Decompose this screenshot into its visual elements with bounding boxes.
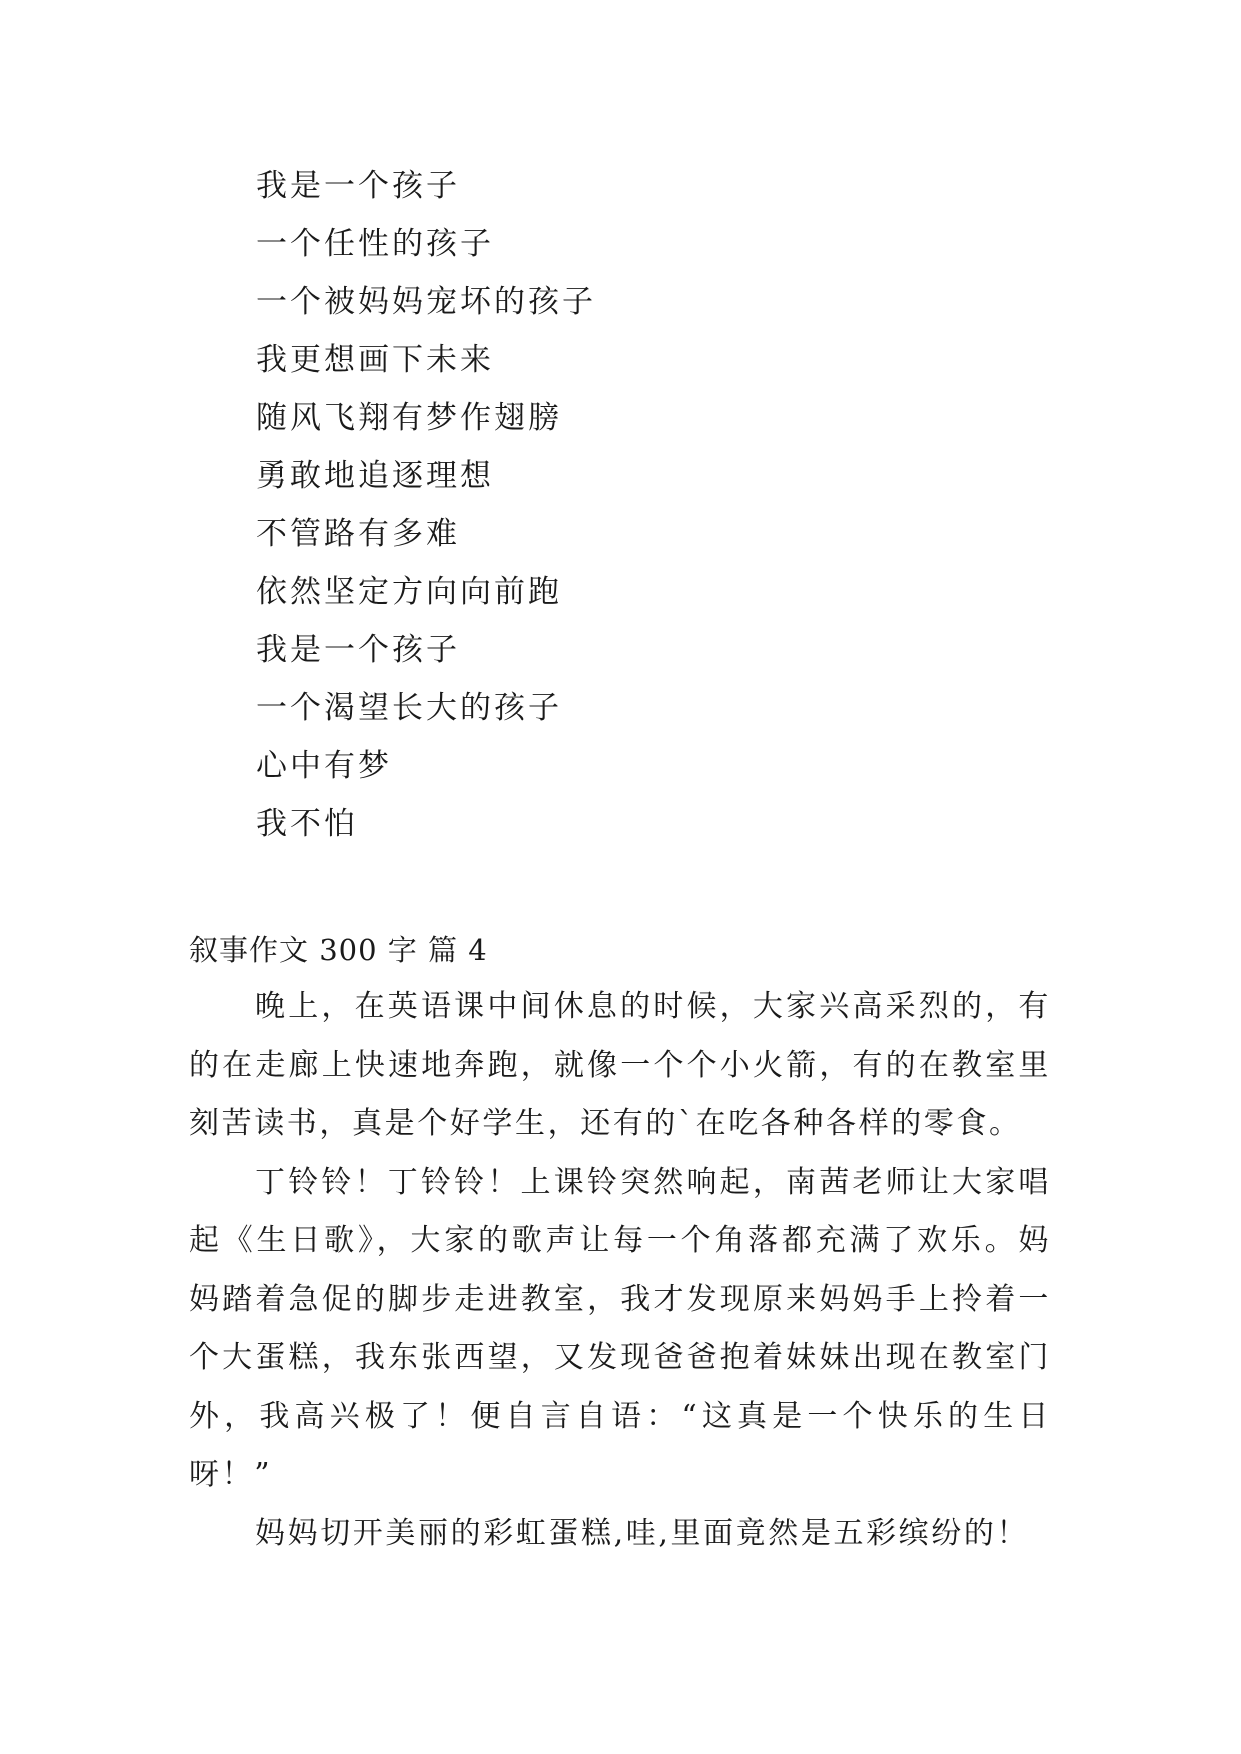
- poem-line: 勇敢地追逐理想: [256, 458, 494, 494]
- paragraph: 妈妈切开美丽的彩虹蛋糕,哇,里面竟然是五彩缤纷的！: [255, 1515, 1030, 1551]
- poem-line: 一个被妈妈宠坏的孩子: [256, 284, 596, 320]
- paragraph: 丁铃铃！丁铃铃！上课铃突然响起，南茜老师让大家唱起《生日歌》，大家的歌声让每一个角落都充满了欢乐。妈妈踏着急促的脚步走进教室，我才发现原来妈妈手上拎着一个大蛋糕，我东张西望，又发现爸爸抱着妹妹出现在教室门外，我高兴极了！便自言自语：“这真是一个快乐的生日呀！”: [189, 1164, 1051, 1492]
- poem: [256, 160, 956, 856]
- poem-line: 我是一个孩子: [256, 632, 460, 668]
- section-body: [189, 978, 1051, 1563]
- poem-line: 不管路有多难: [256, 516, 460, 552]
- poem-line: 我更想画下未来: [256, 342, 494, 378]
- poem-line: 一个任性的孩子: [256, 226, 494, 262]
- paragraph: 晚上，在英语课中间休息的时候，大家兴高采烈的，有的在走廊上快速地奔跑，就像一个个小火箭，有的在教室里刻苦读书，真是个好学生，还有的`在吃各种各样的零食。: [189, 989, 1051, 1141]
- section-heading: 叙事作文 300 字 篇 4: [189, 933, 488, 967]
- poem-line: 我不怕: [256, 806, 358, 842]
- poem-line: 依然坚定方向向前跑: [256, 574, 562, 610]
- poem-line: 心中有梦: [256, 748, 392, 784]
- poem-line: 我是一个孩子: [256, 168, 460, 204]
- poem-line: 随风飞翔有梦作翅膀: [256, 400, 562, 436]
- poem-line: 一个渴望长大的孩子: [256, 690, 562, 726]
